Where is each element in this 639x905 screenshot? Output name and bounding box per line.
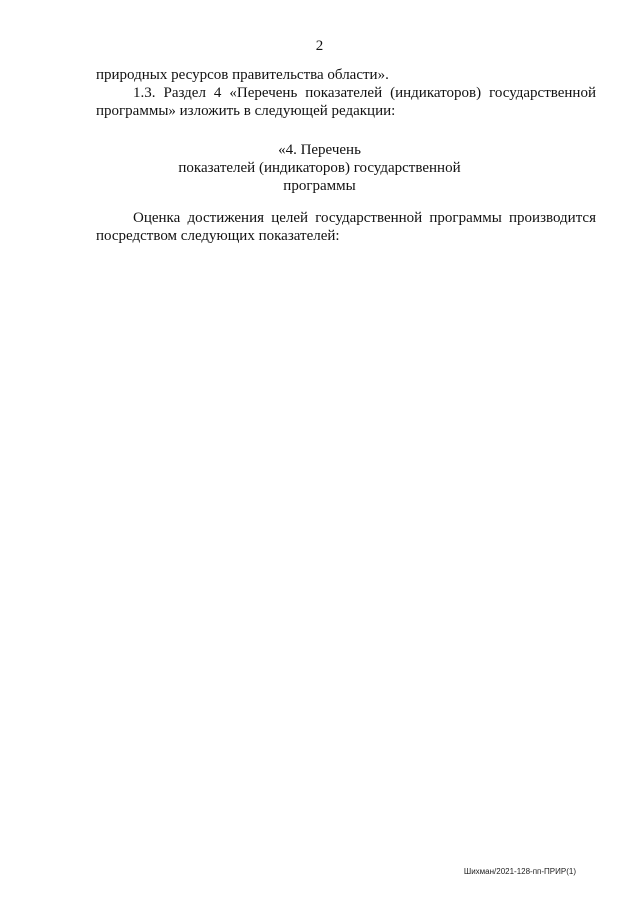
paragraph-line: 1.3. Раздел 4 «Перечень показателей (индикаторов) государственной <box>133 85 596 101</box>
paragraph-indicators <box>96 209 596 245</box>
heading-line: «4. Перечень <box>278 142 361 158</box>
paragraph-line: программы» изложить в следующей редакции: <box>96 103 396 119</box>
page-number: 2 <box>315 38 324 54</box>
paragraph-amendment <box>96 66 596 120</box>
paragraph-line: Оценка достижения целей государственной программы производится <box>133 210 596 226</box>
section-heading <box>0 141 639 195</box>
paragraph-line: природных ресурсов правительства области». <box>96 67 389 83</box>
heading-line: программы <box>283 178 356 194</box>
document-code: Шихман/2021-128-пп-ПРИР(1) <box>463 867 576 876</box>
heading-line: показателей (индикаторов) государственной <box>178 160 461 176</box>
paragraph-line: посредством следующих показателей: <box>96 228 340 244</box>
